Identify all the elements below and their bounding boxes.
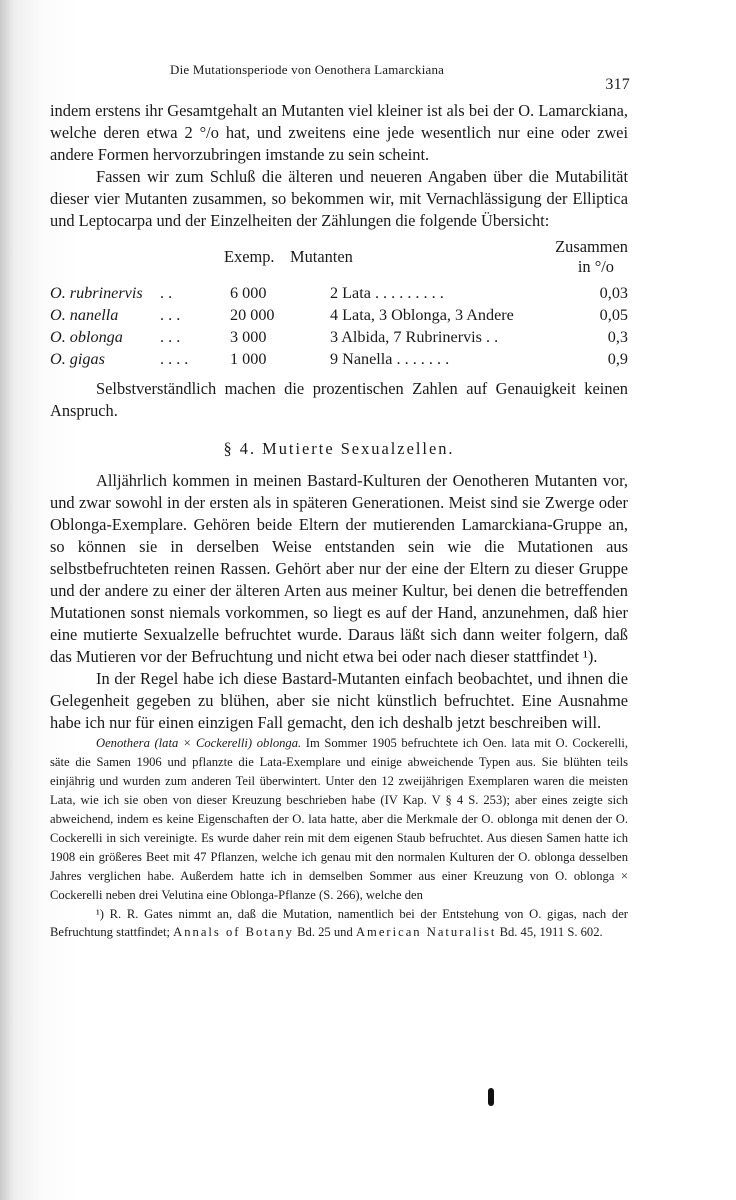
mutanten-cell: 2 Lata . . . . . . . . . — [330, 284, 444, 302]
small-print-lead: Oenothera (lata × Cockerelli) oblonga. — [96, 736, 302, 750]
percent-cell: 0,3 — [607, 328, 628, 346]
footnote-text: nimmt an, daß die Mutation, namentlich bei der Entstehung von O. gigas, nach der Befruchtung stattfindet; — [50, 907, 628, 939]
mutability-table — [50, 282, 628, 370]
paragraph-1: indem erstens ihr Gesamtgehalt an Mutanten viel kleiner ist als bei der O. Lamarckiana, welche deren etwa 2 °/o hat, und zweitens eine jede wesentlich nur eine oder zwei andere Formen hervorzubringen imstande zu sein scheint. — [50, 101, 628, 164]
exemp-cell: 3 000 — [230, 328, 267, 346]
table-row — [50, 282, 628, 304]
exemp-cell: 20 000 — [230, 306, 275, 324]
page-number: 317 — [605, 76, 630, 93]
species-cell: O. rubrinervis — [50, 284, 143, 302]
paragraph-5: In der Regel habe ich diese Bastard-Mutanten einfach beobachtet, und ihnen die Gelegenheit gegeben zu blühen, aber sie nicht künstlich befruchtet. Eine Ausnahme habe ich nur für einen einzigen Fall gemacht, den ich deshalb jetzt beschreiben will. — [50, 669, 628, 732]
ink-blot-mark — [488, 1088, 494, 1106]
table-row — [50, 304, 628, 326]
paragraph-3: Selbstverständlich machen die prozentischen Zahlen auf Genauigkeit keinen Anspruch. — [50, 379, 628, 420]
col-zusammen: Zusammen — [555, 237, 628, 256]
paragraph-2: Fassen wir zum Schluß die älteren und neueren Angaben über die Mutabilität dieser vier Mutanten zusammen, so bekommen wir, mit Vernachlässigung der Elliptica und Leptocarpa und der Einzelheiten der Zählungen die folgende Übersicht: — [50, 167, 628, 230]
footnote-end: Bd. 45, 1911 S. 602. — [499, 925, 603, 939]
leader-dots: . . — [160, 284, 173, 302]
small-print-paragraph — [50, 734, 628, 905]
body-text — [50, 100, 628, 941]
footnote-journal-2: American Naturalist — [355, 925, 497, 939]
running-title: Die Mutationsperiode von Oenothera Lamarckiana — [170, 62, 445, 77]
table-header — [50, 236, 628, 282]
section-heading: § 4. Mutierte Sexualzellen. — [223, 439, 455, 458]
small-print-body: Im Sommer 1905 befruchtete ich Oen. lata mit O. Cockerelli, säte die Samen 1906 und pflanzte die Lata-Exemplare und einige abweichende Typen aus. Sie blühten teils einjährig und wurden zum anderen Teil überwintert. Unter den 12 zweijährigen Exemplaren waren die meisten Lata, wie ich sie oben von dieser Kreuzung beschrieben habe (IV Kap. V § 4 S. 253); aber eines zeigte sich abweichend, indem es keine Eigenschaften der O. lata hatte, aber die Merkmale der O. oblonga mit denen der O. Cockerelli in sich vereinigte. Es wurde daher rein mit dem eigenen Staub befruchtet. Aus diesen Samen hatte ich 1908 ein größeres Beet mit 47 Pflanzen, welche ich genau mit den normalen Kulturen der O. oblonga desselben Jahres verglichen habe. Außerdem hatte ich in demselben Sommer aus einer Kreuzung von O. oblonga × Cockerelli neben drei Velutina eine Oblonga-Pflanze (S. 266), welche den — [50, 736, 628, 902]
paragraph-4: Alljährlich kommen in meinen Bastard-Kulturen der Oenotheren Mutanten vor, und zwar sowohl in der ersten als in späteren Generationen. Meist sind sie Zwerge oder Oblonga-Exemplare. Gehören beide Eltern der mutierenden Lamarckiana-Gruppe an, so können sie in derselben Weise entstanden sein wie die Mutationen aus selbstbefruchteten reinen Rassen. Gehört aber nur der eine der Eltern zu dieser Gruppe und der andere zu einer der älteren Arten aus meiner Kultur, bei denen die betreffenden Mutationen sonst niemals vorkommen, so liegt es auf der Hand, anzunehmen, daß hier eine mutierte Sexualzelle befruchtet wurde. Daraus läßt sich dann weiter folgern, daß das Mutieren vor der Befruchtung und nicht etwa bei oder nach dieser stattfindet ¹). — [50, 471, 628, 666]
col-mutanten: Mutanten — [290, 247, 353, 266]
mutanten-cell: 4 Lata, 3 Oblonga, 3 Andere — [330, 306, 514, 324]
footnote-lead: ¹) R. R. Gates — [96, 907, 173, 921]
mutanten-cell: 3 Albida, 7 Rubrinervis . . — [330, 328, 499, 346]
col-exemp: Exemp. — [224, 247, 275, 266]
percent-cell: 0,05 — [599, 306, 628, 324]
table-row — [50, 326, 628, 348]
exemp-cell: 6 000 — [230, 284, 267, 302]
exemp-cell: 1 000 — [230, 350, 267, 368]
col-in-percent: in °/o — [577, 257, 614, 276]
species-cell: O. oblonga — [50, 328, 123, 346]
mutanten-cell: 9 Nanella . . . . . . . — [330, 350, 450, 368]
percent-cell: 0,9 — [607, 350, 628, 368]
species-cell: O. gigas — [50, 350, 105, 368]
leader-dots: . . . . — [160, 350, 189, 368]
percent-cell: 0,03 — [599, 284, 628, 302]
footnote — [50, 905, 628, 941]
footnote-journal: Annals of Botany — [173, 925, 294, 939]
leader-dots: . . . — [160, 328, 181, 346]
species-cell: O. nanella — [50, 306, 119, 324]
table-row — [50, 348, 628, 370]
leader-dots: . . . — [160, 306, 181, 324]
footnote-rest: Bd. 25 und — [297, 925, 353, 939]
